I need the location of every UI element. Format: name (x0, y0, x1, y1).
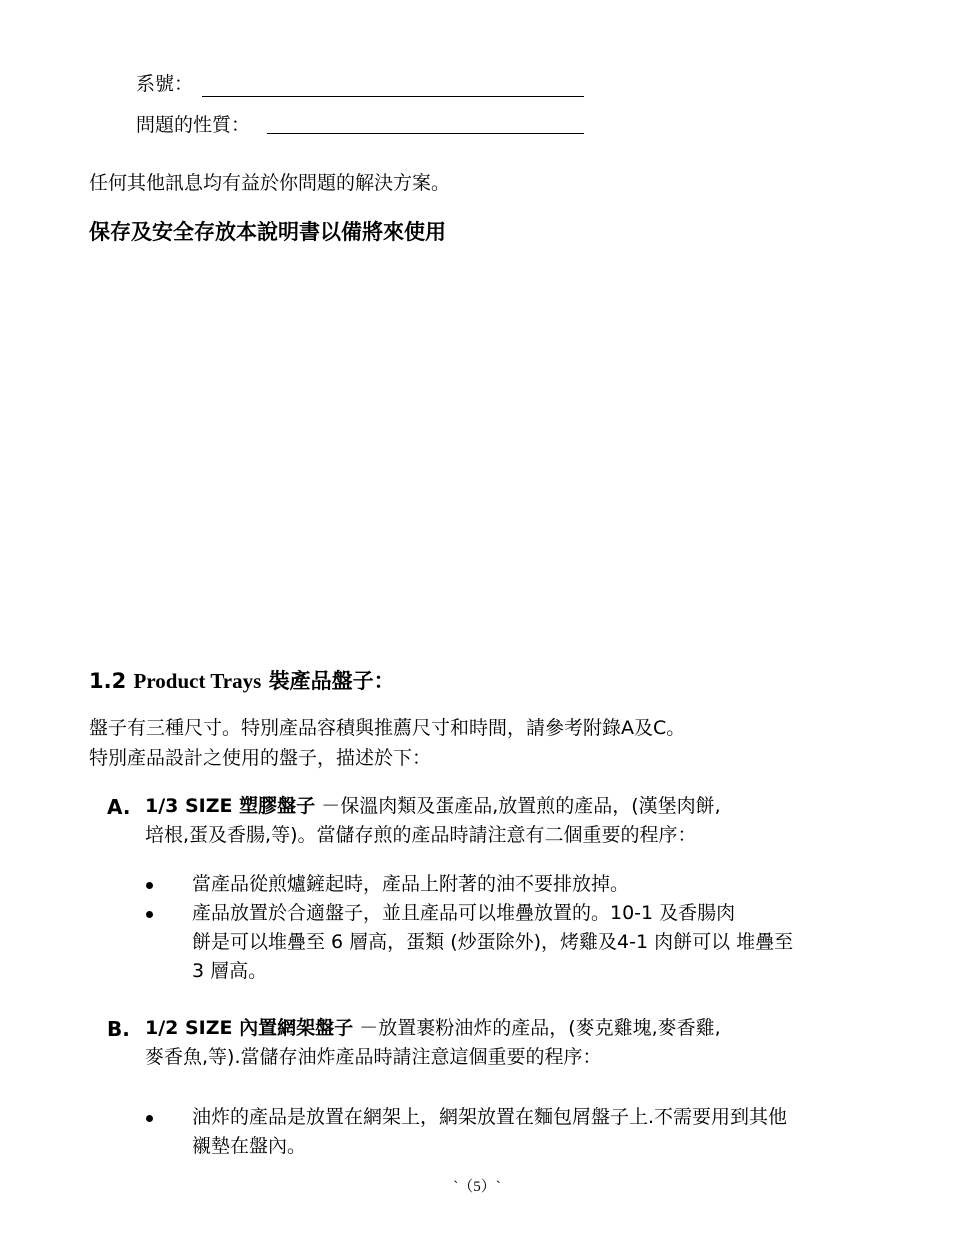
item-b-dash: － (359, 1017, 379, 1039)
system-label: 系號： (136, 73, 194, 95)
item-a-line2: 培根,蛋及香腸,等)。當儲存煎的產品時請注意有二個重要的程序： (145, 824, 697, 846)
section-title-en: Product Trays (133, 669, 262, 693)
save-heading: 保存及安全存放本說明書以備將來使用 (89, 220, 446, 244)
item-a-bullet-2-line: 產品放置於合適盤子，並且產品可以堆疊放置的。10-1 及香腸肉 (192, 902, 736, 924)
item-b-marker: B. (107, 1017, 130, 1041)
section-title-zh: 裝產品盤子： (268, 669, 395, 693)
page-number: `（5）` (453, 1179, 501, 1195)
section-heading (89, 667, 395, 695)
item-a-line1 (145, 794, 721, 818)
bullet-dot (146, 911, 153, 918)
section-number: 1.2 (89, 669, 127, 693)
paragraph-line: 盤子有三種尺寸。特別產品容積與推薦尺寸和時間，請參考附錄A及C。 (89, 717, 686, 739)
problem-label: 問題的性質： (136, 114, 251, 136)
item-a-title: 1/3 SIZE 塑膠盤子 (145, 795, 316, 817)
item-b-bullet-1-line: 油炸的產品是放置在網架上，網架放置在麵包屑盤子上.不需要用到其他 (192, 1106, 788, 1128)
item-b-line2: 麥香魚,等).當儲存油炸產品時請注意這個重要的程序： (145, 1046, 602, 1068)
paragraph-line: 特別產品設計之使用的盤子，描述於下： (89, 747, 432, 769)
intro-text: 任何其他訊息均有益於你問題的解決方案。 (89, 172, 451, 194)
item-b-desc: 放置裹粉油炸的產品，(麥克雞塊,麥香雞, (378, 1017, 721, 1039)
item-a-desc: 保溫肉類及蛋產品,放置煎的產品，(漢堡肉餅, (340, 795, 721, 817)
item-a-bullet-1-line: 當產品從煎爐鏟起時，產品上附著的油不要排放掉。 (192, 873, 630, 895)
item-a-bullet-2-line: 3 層高。 (192, 960, 268, 982)
problem-field-line[interactable] (267, 133, 584, 134)
system-field-line[interactable] (202, 96, 584, 97)
item-a-bullet-2-line: 餅是可以堆疊至 6 層高，蛋類 (炒蛋除外)，烤雞及4-1 肉餅可以 堆疊至 (192, 931, 794, 953)
item-a-marker: A. (107, 795, 131, 819)
item-b-title: 1/2 SIZE 內置網架盤子 (145, 1017, 354, 1039)
bullet-dot (146, 1115, 153, 1122)
item-b-line1 (145, 1016, 721, 1040)
item-a-dash: － (321, 795, 341, 817)
bullet-dot (146, 882, 153, 889)
item-b-bullet-1-line: 襯墊在盤內。 (192, 1135, 307, 1157)
